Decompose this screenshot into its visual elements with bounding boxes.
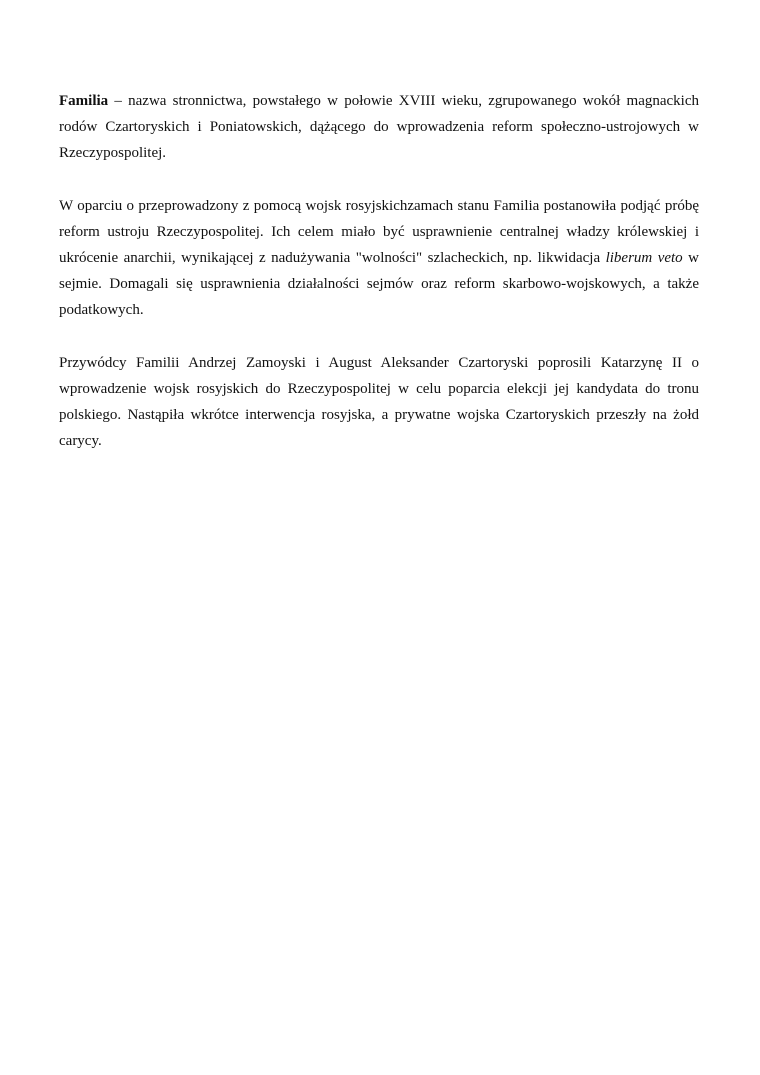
paragraph-leaders (59, 350, 699, 454)
document-page (59, 88, 699, 481)
leaders-text: Przywódcy Familii Andrzej Zamoyski i August Aleksander Czartoryski poprosili Katarzynę II o wprowadzenie wojsk rosyjskich do Rzeczypospolitej w celu poparcia elekcji jej kandydata do tronu polskiego. Nastąpiła wkrótce interwencja rosyjska, a prywatne wojska Czartoryskich przeszły na żołd carycy. (59, 355, 699, 449)
paragraph-reforms (59, 193, 699, 323)
definition-text: – nazwa stronnictwa, powstałego w połowie XVIII wieku, zgrupowanego wokół magnackich rodów Czartoryskich i Poniatowskich, dążącego do wprowadzenia reform społeczno-ustrojowych w Rzeczypospolitej. (59, 93, 699, 161)
term-familia: Familia (59, 93, 109, 109)
reforms-text-before: W oparciu o przeprowadzony z pomocą wojsk rosyjskichzamach stanu Familia postanowiła podjąć próbę reform ustroju Rzeczypospolitej. Ich celem miało być usprawnienie centralnej władzy królewskiej i ukrócenie anarchii, wynikającej z nadużywania "wolności" szlacheckich, np. likwidacja (59, 198, 699, 266)
liberum-veto-term: liberum veto (605, 250, 683, 266)
reforms-text-after: w sejmie. Domagali się usprawnienia działalności sejmów oraz reform skarbowo-wojskowych, a także podatkowych. (59, 250, 699, 318)
paragraph-definition (59, 88, 699, 166)
